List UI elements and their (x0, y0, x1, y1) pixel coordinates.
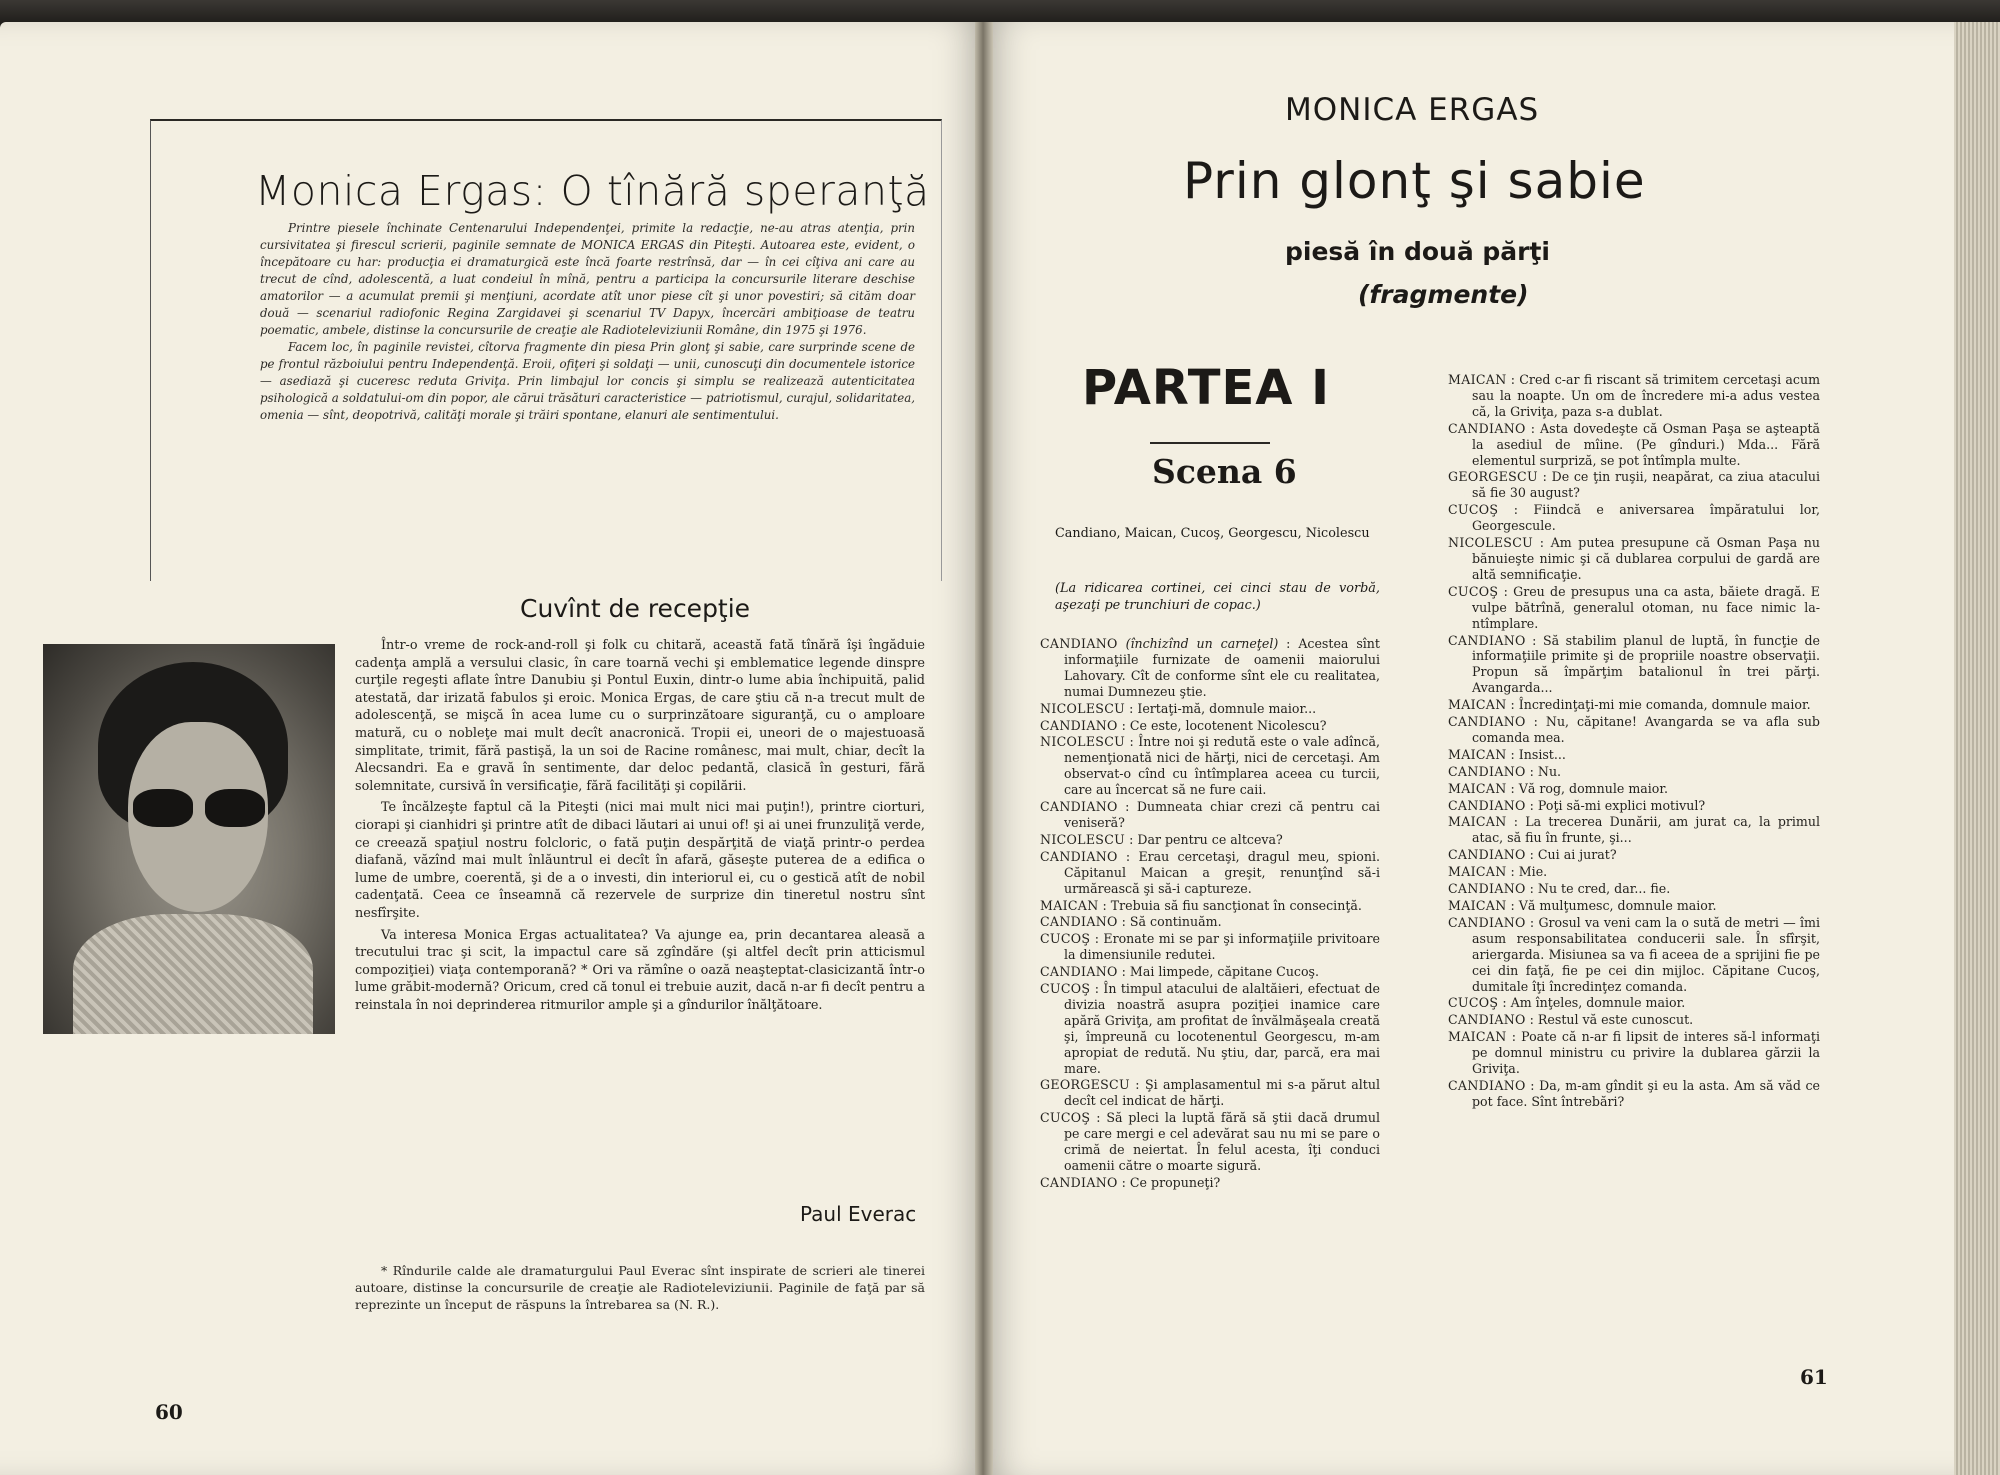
dialog-line: MAICAN : Vă mulţumesc, domnule maior. (1448, 898, 1717, 913)
dialog-text: Iertaţi-mă, domnule maior... (1137, 700, 1317, 716)
dialog-line: GEORGESCU : De ce ţin ruşii, neapărat, ca ziua atacului să fie 30 august? (1448, 469, 1821, 501)
dialog-line: MAICAN : Insist... (1448, 746, 1566, 762)
dialog-text: Am putea presupune că Osman Paşa nu bănuieşte nimic şi că dublarea corpului de gardă are altă semnificaţie. (1472, 535, 1820, 582)
dialog-line: CANDIANO : Asta dovedeşte că Osman Paşa se aşteaptă la asediul de mîine. (Pe gînduri.) Mda... Fără elementul surpriză, se pot întîmpla multe. (1448, 420, 1821, 468)
fragments-label: (fragmente) (1358, 280, 1529, 309)
dialog-line: CUCOŞ : Greu de presupus una ca asta, băiete dragă. E vulpe bătrînă, generalul otoman, nu face nimic la-ntîmplare. (1448, 583, 1821, 631)
dialog-text: Eronate mi se par şi informaţiile privitoare la dimensiunile redutei. (1064, 931, 1380, 963)
speaker-name: CANDIANO (1448, 632, 1526, 648)
speaker-name: GEORGESCU (1040, 1077, 1130, 1093)
speaker-name: CANDIANO (1448, 881, 1526, 897)
dialog-text: Insist... (1518, 746, 1566, 762)
dialog-line: GEORGESCU : Şi amplasamentul mi s-a părut altul decît cel indicat de hărţi. (1040, 1077, 1381, 1109)
dialog-line: CANDIANO : Restul vă este cunoscut. (1448, 1012, 1694, 1028)
dialog-text: Să pleci la luptă fără să ştii dacă drumul pe care mergi e cel adevărat sau nu mi se pare o crimă de neiertat. În felul acesta, îţi conduci oamenii către o moarte sigură. (1064, 1110, 1380, 1173)
dialog-text: Trebuia să fiu sancţionat în consecinţă. (1110, 897, 1362, 913)
speaker-name: CANDIANO (1040, 636, 1118, 651)
author-signature: Paul Everac (800, 1202, 917, 1226)
dialog-text: Între noi şi redută este o vale adîncă, nemenţionată nici de hărţi, nici de cercetaşi. Am observat-o cînd cu întîmplarea aceea cu turcii, care au încercat să ne fure caii. (1064, 734, 1380, 798)
speaker-name: MAICAN (1448, 898, 1507, 913)
speaker-name: CUCOŞ (1448, 583, 1499, 599)
body-paragraph: Va interesa Monica Ergas actualitatea? Va ajunge ea, prin decantarea aleasă a trecutului trac şi scit, la impactul care să zgîndăre (şi altfel decît prin atticismul compoziţiei) viaţa contemporană? * Ori va rămîne o oază neaşteptat-clasicizantă într-o lume grăbit-modernă? Oricum, cred că tonul ei trebuie auzit, dacă n-ar fi decît pentru a reinstala în noi deprinderea ritmurilor ample şi a gîndurilor înălţătoare. (355, 927, 925, 1013)
part-heading: PARTEA I (1082, 360, 1330, 416)
speaker-name: CANDIANO (1040, 799, 1118, 815)
dialog-line: MAICAN : Trebuia să fiu sancţionat în consecinţă. (1040, 897, 1362, 913)
dialog-line: CANDIANO : Nu. (1448, 763, 1562, 779)
dialog-line: MAICAN : Cred c-ar fi riscant să trimitem cercetaşi acum sau la noapte. Un om de încredere mi-a adus vestea că, la Griviţa, paza s-a dublat. (1448, 372, 1821, 419)
dialog-text: Încredinţaţi-mi mie comanda, domnule maior. (1518, 697, 1811, 713)
page-edges (1954, 22, 2000, 1475)
left-page (0, 22, 984, 1475)
intro-paragraph: Printre piesele închinate Centenarului Independenţei, primite la redacţie, ne-au atras atenţia, prin cursivitatea şi firescul scrierii, paginile semnate de MONICA ERGAS din Piteşti. Autoarea este, evident, o începătoare cu har: producţia ei dramaturgică este încă foarte restrînsă, dar — în cei cîţiva ani care au trecut de cînd, adolescentă, a luat condeiul în mînă, pentru a participa la concursurile literare deschise amatorilor — a acumulat premii şi menţiuni, acordate atît unor piese cît şi unor povestiri; să cităm doar două — scenariul radiofonic Regina Zargidavei şi scenariul TV Dapyx, încercări ambiţioase de teatru poematic, ambele, distinse la concursurile de creaţie ale Radioteleviziunii Române, din 1975 şi 1976. (260, 221, 915, 337)
dialog-text: La trecerea Dunării, am jurat ca, la primul atac, să fiu în frunte, şi... (1472, 814, 1821, 846)
page-number-left: 60 (155, 1400, 183, 1424)
divider (1150, 442, 1270, 444)
dialog-text: Greu de presupus una ca asta, băiete dragă. E vulpe bătrînă, generalul otoman, nu face nimic la-ntîmplare. (1472, 583, 1821, 631)
dialog-line: NICOLESCU : Am putea presupune că Osman Paşa nu bănuieşte nimic şi că dublarea corpului de gardă are altă semnificaţie. (1448, 535, 1820, 582)
dialog-line: CANDIANO : Ce propuneţi? (1040, 1174, 1221, 1190)
speaker-name: CUCOŞ (1040, 931, 1091, 947)
speaker-name: CANDIANO (1040, 1174, 1118, 1190)
speaker-name: CANDIANO (1448, 763, 1526, 779)
dialog-text: Cred c-ar fi riscant să trimitem cercetaşi acum sau la noapte. Un om de încredere mi-a adus vestea că, la Griviţa, paza s-a dublat. (1472, 372, 1821, 419)
body-paragraph: Într-o vreme de rock-and-roll şi folk cu chitară, această fată tînără îşi îngăduie cadenţa amplă a versului clasic, în care toarnă vechi şi emblematice legende dinspre curţile regeşti aflate între Danubiu şi Pontul Euxin, dintr-o lume abia închipuită, palid atestată, dar irizată fabulos şi eroic. Monica Ergas, de care ştiu că n-a trecut mult de adolescenţă, se mişcă în acea lume cu o surprinzătoare siguranţă, cu o amploare matură, cu o nobleţe mai mult decît anacronică. Tropii ei, uneori de o majestuoasă simplitate, trimit, fără pastişă, la un soi de Racine românesc, mai mult, chiar, decît la Alecsandri. Ea e gravă în sentimente, dar deloc pedantă, clasică în gesturi, fără solemnitate, cursivă în versificaţie, fără facilităţi şi copilării. (355, 638, 925, 794)
dialog-line: MAICAN : Poate că n-ar fi lipsit de interes să-l informaţi pe domnul ministru cu privire la dublarea gărzii la Griviţa. (1448, 1029, 1821, 1077)
dialog-text: Ce propuneţi? (1129, 1174, 1221, 1190)
speaker-name: NICOLESCU (1040, 734, 1126, 750)
dialog-line: MAICAN : Mie. (1448, 864, 1548, 880)
editorial-intro (260, 220, 915, 424)
stage-note: (închizînd un carneţel) (1125, 636, 1279, 651)
dialog-text: Mie. (1518, 864, 1548, 880)
speaker-name: CANDIANO (1448, 420, 1526, 436)
page-number-right: 61 (1800, 1365, 1828, 1389)
dialog-line: CANDIANO : Nu, căpitane! Avangarda se va afla sub comanda mea. (1448, 714, 1820, 745)
dialog-line: MAICAN : Încredinţaţi-mi mie comanda, domnule maior. (1448, 697, 1811, 713)
speaker-name: CANDIANO (1448, 1012, 1526, 1028)
speaker-name: MAICAN (1448, 372, 1507, 387)
speaker-name: CANDIANO (1040, 717, 1118, 733)
dialog-text: Nu. (1537, 763, 1562, 779)
footnote: * Rîndurile calde ale dramaturgului Paul Everac sînt inspirate de scrieri ale tinerei autoare, distinse la concursurile de creaţie ale Radioteleviziunii. Paginile de faţă par să reprezinte un început de răspuns la întrebarea sa (N. R.). (355, 1263, 925, 1312)
dialog-line: CANDIANO : Grosul va veni cam la o sută de metri — îmi asum responsabilitatea conducerii sale. În sfîrşit, ariergarda. Misiunea sa va fi aceea de a sprijini fie pe cei din faţă, fie pe cei din mijloc. Căpitane Cucoş, dumitale îţi încredinţez comanda. (1448, 914, 1821, 994)
book-gutter (975, 22, 993, 1475)
dialog-text: Nu te cred, dar... fie. (1537, 881, 1671, 897)
dialog-text: Să stabilim planul de luptă, în funcţie de informaţiile primite şi de propriile noastre observaţii. Propun să împărţim batalionul în trei părţi. Avangarda... (1472, 632, 1821, 696)
speaker-name: CANDIANO (1448, 847, 1526, 863)
reception-text (355, 637, 925, 1018)
dialog-text: Să continuăm. (1129, 914, 1222, 930)
dialog-text: Fiindcă e aniversarea împăratului lor, Georgescule. (1472, 502, 1820, 534)
speaker-name: CANDIANO (1448, 714, 1526, 730)
character-list: Candiano, Maican, Cucoş, Georgescu, Nicolescu (1055, 526, 1370, 541)
author-photo (43, 644, 335, 1034)
dialog-line: CANDIANO : Dumneata chiar crezi că pentru cai veniseră? (1040, 799, 1380, 830)
dialog-line: CANDIANO (închizînd un carneţel) : Acestea sînt informaţiile furnizate de oamenii maiorului Lahovary. Cît de conforme sînt ele cu realitatea, numai Dumnezeu ştie. (1040, 636, 1380, 699)
intro-paragraph: Facem loc, în paginile revistei, cîtorva fragmente din piesa Prin glonţ şi sabie, care surprinde scene de pe frontul războiului pentru Independenţă. Eroii, ofiţeri şi soldaţi — unii, cunoscuţi din documentele istorice — asediază şi cuceresc reduta Griviţa. Prin limbajul lor concis şi simplu se realizează autenticitatea psihologică a soldatului-om din popor, ale cărui trăsături caracteristice — patriotismul, curajul, solidaritatea, omenia — sînt, deopotrivă, calităţi morale şi trăiri spontane, elanuri ale sentimentului. (260, 340, 915, 422)
dialog-line: MAICAN : Vă rog, domnule maior. (1448, 780, 1669, 796)
speaker-name: CANDIANO (1448, 1077, 1526, 1093)
speaker-name: CUCOŞ (1040, 1110, 1091, 1126)
dialog-line: CUCOŞ : Fiindcă e aniversarea împăratului lor, Georgescule. (1448, 502, 1820, 534)
dialog-text: Nu, căpitane! Avangarda se va afla sub comanda mea. (1472, 714, 1820, 745)
section-title: Cuvînt de recepţie (520, 594, 751, 623)
scene-heading: Scena 6 (1152, 452, 1297, 491)
speaker-name: MAICAN (1448, 697, 1507, 713)
dialog-line: CANDIANO : Erau cercetaşi, dragul meu, spioni. Căpitanul Maican a greşit, renunţînd să-i urmărească şi să-i captureze. (1040, 848, 1380, 896)
dialog-line: CANDIANO : Să continuăm. (1040, 914, 1222, 930)
dialog-text: Cui ai jurat? (1537, 847, 1617, 863)
dialog-line: CUCOŞ : Eronate mi se par şi informaţiile privitoare la dimensiunile redutei. (1040, 931, 1380, 963)
dialog-text: Mai limpede, căpitane Cucoş. (1129, 964, 1320, 980)
dialog-line: CUCOŞ : Să pleci la luptă fără să ştii dacă drumul pe care mergi e cel adevărat sau nu mi se pare o crimă de neiertat. În felul acesta, îţi conduci oamenii către o moarte sigură. (1040, 1110, 1380, 1173)
speaker-name: CUCOŞ (1448, 995, 1499, 1011)
speaker-name: NICOLESCU (1040, 700, 1126, 716)
book-cover-edge (0, 0, 2000, 24)
speaker-name: MAICAN (1448, 814, 1507, 830)
dialog-text: Grosul va veni cam la o sută de metri — îmi asum responsabilitatea conducerii sale. În sfîrşit, ariergarda. Misiunea sa va fi aceea de a sprijini fie pe cei din faţă, fie pe cei din mijloc. Căpitane Cucoş, dumitale îţi încredinţez comanda. (1472, 914, 1821, 994)
dialog-line: NICOLESCU : Iertaţi-mă, domnule maior... (1040, 700, 1317, 716)
dialog-line: CANDIANO : Nu te cred, dar... fie. (1448, 881, 1671, 897)
dialog-line: CANDIANO : Cui ai jurat? (1448, 847, 1617, 863)
dialog-line: NICOLESCU : Dar pentru ce altceva? (1040, 831, 1283, 847)
dialog-line: CANDIANO : Să stabilim planul de luptă, în funcţie de informaţiile primite şi de propriile noastre observaţii. Propun să împărţim batalionul în trei părţi. Avangarda... (1448, 632, 1821, 696)
dialog-text: Asta dovedeşte că Osman Paşa se aşteaptă la asediul de mîine. (Pe gînduri.) Mda... Fără elementul surpriză, se pot întîmpla multe. (1472, 420, 1821, 468)
dialog-line: CUCOŞ : Am înţeles, domnule maior. (1448, 995, 1686, 1011)
dialog-text: Dar pentru ce altceva? (1137, 831, 1283, 847)
play-title: Prin glonţ şi sabie (1183, 152, 1646, 210)
dialog-line: CANDIANO : Poţi să-mi explici motivul? (1448, 797, 1706, 813)
dialog-text: Vă rog, domnule maior. (1518, 780, 1669, 796)
dialog-text: Erau cercetaşi, dragul meu, spioni. Căpitanul Maican a greşit, renunţînd să-i urmărească şi să-i captureze. (1064, 848, 1380, 896)
speaker-name: CANDIANO (1448, 914, 1526, 930)
dialog-text: Ce este, locotenent Nicolescu? (1129, 717, 1327, 733)
speaker-name: NICOLESCU (1040, 831, 1126, 847)
dialog-text: Dumneata chiar crezi că pentru cai veniseră? (1064, 799, 1380, 830)
speaker-name: CUCOŞ (1040, 981, 1091, 997)
dialog-text: Poţi să-mi explici motivul? (1537, 797, 1706, 813)
dialog-line: NICOLESCU : Între noi şi redută este o vale adîncă, nemenţionată nici de hărţi, nici de cercetaşi. Am observat-o cînd cu întîmplarea aceea cu turcii, care au încercat să ne fure caii. (1040, 734, 1380, 798)
speaker-name: NICOLESCU (1448, 535, 1534, 551)
body-paragraph: Te încălzeşte faptul că la Piteşti (nici mai mult nici mai puţin!), printre ciorturi, ciorapi şi cianhidri şi printre atît de dibaci lăutari ai unui of! şi ai unei frunzuliţă verde, ce creează spaţiul nostru folcloric, o fată puţin despărţită de viaţă printr-o perdea diafană, văzînd mai mult înlăuntrul ei decît în afară, găseşte puterea de a edifica o lume de umbre, coerentă, şi de a o investi, din interiorul ei, cu o gestică atît de nobil cadenţată. Ceea ce înseamnă că rezervele de surprize din tineretul nostru sînt nesfîrşite. (355, 800, 925, 921)
dialog-column-1 (1040, 636, 1380, 1192)
dialog-line: CANDIANO : Mai limpede, căpitane Cucoş. (1040, 964, 1320, 980)
speaker-name: CANDIANO (1040, 914, 1118, 930)
speaker-name: MAICAN (1448, 1029, 1507, 1045)
speaker-name: GEORGESCU (1448, 469, 1538, 485)
speaker-name: MAICAN (1448, 780, 1507, 796)
dialog-text: În timpul atacului de alaltăieri, efectuat de divizia noastră asupra poziţiei inamice care apără Griviţa, am profitat de învălmăşeala creată şi, împreună cu locotenentul Georgescu, m-am apropiat de redută. Nu ştiu, dar, parcă, era mai mare. (1064, 981, 1381, 1076)
speaker-name: CANDIANO (1448, 797, 1526, 813)
dialog-text: Poate că n-ar fi lipsit de interes să-l informaţi pe domnul ministru cu privire la dublarea gărzii la Griviţa. (1472, 1029, 1821, 1077)
speaker-name: MAICAN (1448, 864, 1507, 880)
dialog-text: Restul vă este cunoscut. (1537, 1012, 1694, 1028)
dialog-line: CANDIANO : Ce este, locotenent Nicolescu? (1040, 717, 1327, 733)
speaker-name: MAICAN (1448, 746, 1507, 762)
dialog-line: CANDIANO : Da, m-am gîndit şi eu la asta. Am să văd ce pot face. Sînt întrebări? (1448, 1077, 1820, 1109)
play-author: MONICA ERGAS (1285, 92, 1540, 128)
dialog-text: Da, m-am gîndit şi eu la asta. Am să văd ce pot face. Sînt întrebări? (1472, 1077, 1820, 1109)
stage-direction: (La ridicarea cortinei, cei cinci stau de vorbă, aşezaţi pe trunchiuri de copac.) (1055, 581, 1380, 613)
dialog-text: Vă mulţumesc, domnule maior. (1518, 898, 1717, 913)
dialog-line: MAICAN : La trecerea Dunării, am jurat ca, la primul atac, să fiu în frunte, şi... (1448, 814, 1821, 846)
speaker-name: CUCOŞ (1448, 502, 1499, 518)
dialog-column-2 (1448, 372, 1820, 1111)
speaker-name: CANDIANO (1040, 964, 1118, 980)
article-title: Monica Ergas: O tînără speranţă (255, 167, 930, 215)
dialog-text: De ce ţin ruşii, neapărat, ca ziua atacului să fie 30 august? (1472, 469, 1821, 501)
play-subtitle: piesă în două părţi (1285, 237, 1551, 266)
dialog-text: Am înţeles, domnule maior. (1510, 995, 1686, 1011)
dialog-line: CUCOŞ : În timpul atacului de alaltăieri, efectuat de divizia noastră asupra poziţiei inamice care apără Griviţa, am profitat de învălmăşeala creată şi, împreună cu locotenentul Georgescu, m-am apropiat de redută. Nu ştiu, dar, parcă, era mai mare. (1040, 981, 1381, 1076)
dialog-text: Acestea sînt informaţiile furnizate de oamenii maiorului Lahovary. Cît de conforme sînt ele cu realitatea, numai Dumnezeu ştie. (1064, 636, 1380, 699)
dialog-text: Şi amplasamentul mi s-a părut altul decît cel indicat de hărţi. (1064, 1077, 1381, 1109)
speaker-name: CANDIANO (1040, 848, 1118, 864)
speaker-name: MAICAN (1040, 897, 1099, 913)
